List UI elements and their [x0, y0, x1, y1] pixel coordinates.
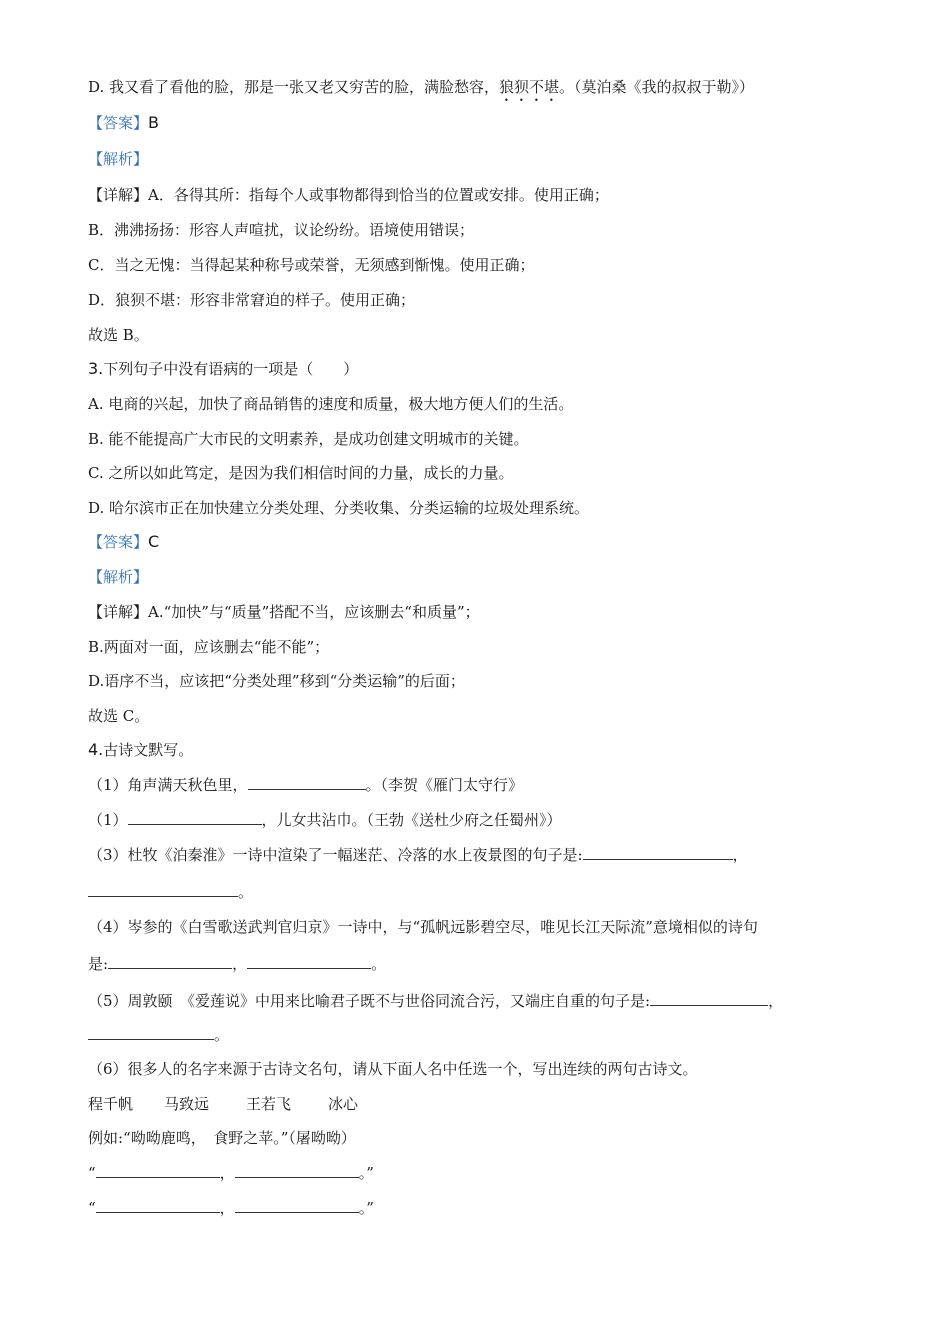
- q2-answer: [88, 113, 159, 133]
- dotted-idiom: 狼狈不堪: [499, 78, 560, 96]
- question-number: 4.: [88, 740, 104, 759]
- answer-line-2: “ ， 。”: [88, 1199, 374, 1217]
- q4-sub-5-cont: 。: [88, 1025, 229, 1045]
- name-item: 王若飞: [246, 1095, 292, 1113]
- answer-blank[interactable]: [650, 991, 768, 1006]
- answer-tag: 【答案】: [88, 533, 149, 551]
- answer-blank[interactable]: [248, 775, 366, 790]
- q3-analysis-tag: 【解析】: [88, 568, 149, 586]
- example-line: 例如:“呦呦鹿鸣， 食野之苹。”（屠呦呦）: [88, 1129, 356, 1147]
- name-item: 马致远: [164, 1095, 210, 1113]
- answer-blank[interactable]: [96, 1163, 220, 1178]
- q4-sub-3-cont: 。: [88, 882, 253, 902]
- answer-blank[interactable]: [96, 1198, 220, 1213]
- answer-blank[interactable]: [583, 845, 733, 860]
- answer-blank[interactable]: [235, 1163, 359, 1178]
- answer-blank[interactable]: [247, 954, 371, 969]
- answer-line-1: “ ， 。”: [88, 1164, 374, 1182]
- answer-blank[interactable]: [108, 954, 232, 969]
- q3-option-d: D. 哈尔滨市正在加快建立分类处理、分类收集、分类运输的垃圾处理系统。: [88, 499, 590, 517]
- q3-option-c: C. 之所以如此笃定，是因为我们相信时间的力量，成长的力量。: [88, 464, 514, 482]
- q3-option-a: A. 电商的兴起，加快了商品销售的速度和质量，极大地方便人们的生活。: [88, 395, 574, 413]
- q2-option-d: D. 我又看了看他的脸，那是一张又老又穷苦的脸，满脸愁容，狼狈不堪。（莫泊桑《我的叔叔于勒》）: [88, 78, 755, 96]
- answer-letter: B: [148, 113, 159, 132]
- q4-sub-2: （1） ，儿女共沾巾。（王勃《送杜少府之任蜀州》）: [88, 811, 562, 829]
- q3-detail-b: B.两面对一面，应该删去“能不能”；: [88, 638, 330, 656]
- q3-option-b: B. 能不能提高广大市民的文明素养，是成功创建文明城市的关键。: [88, 430, 529, 448]
- q4-sub-4: （4）岑参的《白雪歌送武判官归京》一诗中，与“孤帆远影碧空尽，唯见长江天际流”意境相似的诗句: [88, 918, 758, 936]
- answer-blank[interactable]: [88, 1025, 214, 1040]
- q4-sub-1: （1）角声满天秋色里， 。（李贺《雁门太守行》: [88, 776, 524, 794]
- answer-tag: 【答案】: [88, 114, 149, 132]
- q3-stem: 3.下列句子中没有语病的一项是（ ）: [88, 359, 359, 378]
- q2-detail-a: 【详解】A．各得其所：指每个人或事物都得到恰当的位置或安排。使用正确；: [88, 186, 609, 204]
- q3-detail-d: D.语序不当，应该把“分类处理”移到“分类运输”的后面；: [88, 672, 465, 690]
- q2-analysis-tag: 【解析】: [88, 150, 149, 168]
- q3-detail-a: 【详解】A.“加快”与“质量”搭配不当，应该删去“和质量”；: [88, 603, 480, 621]
- q2-detail-c: C．当之无愧：当得起某种称号或荣誉，无须感到惭愧。使用正确；: [88, 256, 535, 274]
- answer-blank[interactable]: [128, 810, 262, 825]
- q2-detail-b: B．沸沸扬扬：形容人声喧扰，议论纷纷。语境使用错误；: [88, 221, 475, 239]
- q4-sub-6: （6）很多人的名字来源于古诗文名句，请从下面人名中任选一个，写出连续的两句古诗文。: [88, 1060, 698, 1078]
- q2-detail-d: D．狼狈不堪：形容非常窘迫的样子。使用正确；: [88, 291, 416, 309]
- q2-conclusion: 故选 B。: [88, 326, 149, 344]
- answer-blank[interactable]: [235, 1198, 359, 1213]
- q4-sub-5: （5）周敦颐 《爱莲说》中用来比喻君子既不与世俗同流合污，又端庄自重的句子是: ，: [88, 992, 784, 1010]
- q4-stem: 4.古诗文默写。: [88, 740, 194, 759]
- answer-letter: C: [148, 532, 160, 551]
- name-item: 程千帆: [88, 1095, 134, 1113]
- q4-sub-4-cont: 是: ， 。: [88, 955, 387, 973]
- question-number: 3.: [88, 359, 104, 378]
- q3-conclusion: 故选 C。: [88, 707, 150, 725]
- name-list: [88, 1094, 358, 1114]
- q4-sub-3: （3）杜牧《泊秦淮》一诗中渲染了一幅迷茫、冷落的水上夜景图的句子是: ，: [88, 846, 748, 864]
- name-item: 冰心: [328, 1095, 359, 1113]
- q3-answer: [88, 532, 159, 552]
- answer-blank[interactable]: [88, 882, 238, 897]
